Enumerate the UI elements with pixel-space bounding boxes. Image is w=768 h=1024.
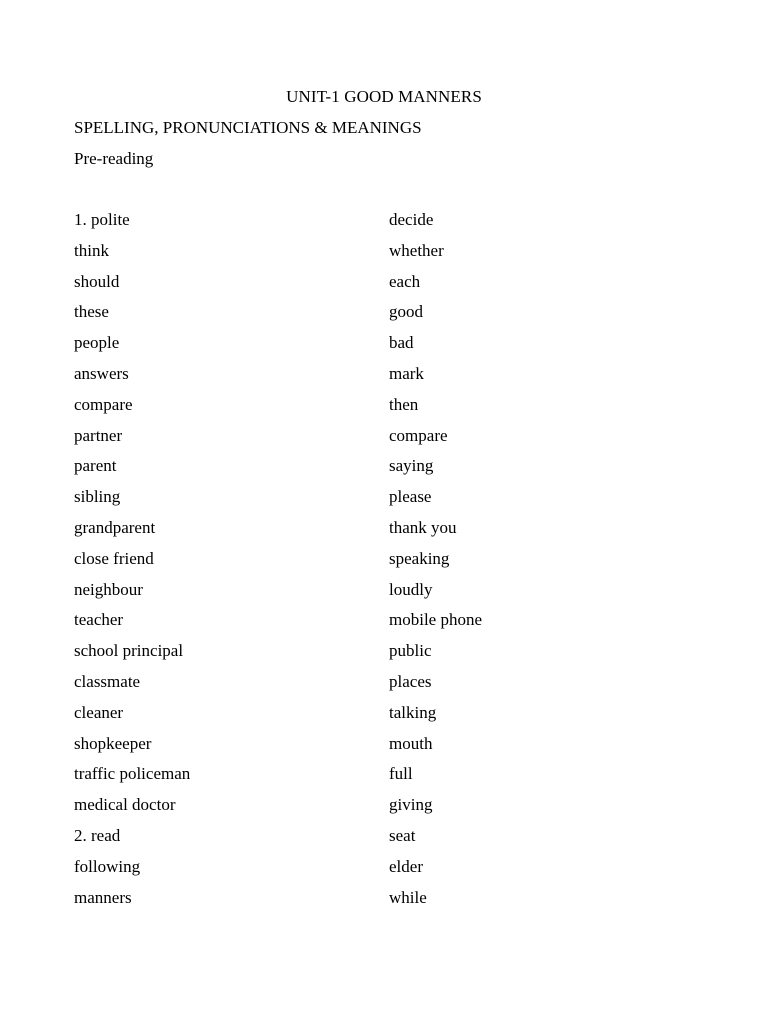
vocabulary-word-left: cleaner (74, 702, 124, 722)
vocabulary-word-right: good (389, 302, 423, 322)
vocabulary-word-left: parent (74, 456, 117, 476)
vocabulary-word-right: speaking (389, 548, 450, 568)
vocabulary-word-right: mobile phone (389, 610, 483, 630)
vocabulary-word-right: decide (389, 210, 434, 229)
vocabulary-word-right: seat (389, 825, 416, 845)
vocabulary-word-left: following (74, 856, 141, 876)
vocabulary-word-right: thank you (389, 517, 457, 537)
vocabulary-word-right: places (389, 671, 432, 691)
vocabulary-word-left: people (74, 333, 120, 353)
vocabulary-word-right: whether (389, 240, 444, 260)
vocabulary-word-right: compare (389, 425, 448, 445)
vocabulary-word-left: classmate (74, 671, 141, 691)
vocabulary-word-left: 1. polite (74, 210, 130, 229)
vocabulary-word-right: then (389, 394, 419, 414)
section-heading: SPELLING, PRONUNCIATIONS & MEANINGS (74, 118, 422, 137)
vocabulary-word-right: elder (389, 856, 423, 876)
vocabulary-word-left: teacher (74, 610, 124, 630)
document-title: UNIT-1 GOOD MANNERS (286, 87, 482, 106)
vocabulary-word-left: think (74, 240, 109, 260)
vocabulary-word-right: mark (389, 363, 424, 383)
vocabulary-word-right: please (389, 487, 432, 507)
vocabulary-word-right: bad (389, 333, 414, 353)
vocabulary-word-left: neighbour (74, 579, 143, 599)
vocabulary-word-right: talking (389, 702, 437, 722)
vocabulary-word-left: school principal (74, 641, 184, 661)
vocabulary-word-left: partner (74, 425, 123, 445)
vocabulary-word-left: medical doctor (74, 795, 176, 815)
vocabulary-word-left: close friend (74, 548, 154, 568)
vocabulary-word-right: while (389, 887, 427, 907)
vocabulary-word-left: grandparent (74, 517, 156, 537)
vocabulary-word-list (74, 209, 694, 917)
vocabulary-word-left: answers (74, 363, 129, 383)
vocabulary-word-left: traffic policeman (74, 764, 191, 784)
vocabulary-word-left: manners (74, 887, 132, 907)
vocabulary-word-left: should (74, 271, 120, 291)
vocabulary-word-right: full (389, 764, 413, 784)
vocabulary-word-left: 2. read (74, 825, 121, 845)
vocabulary-word-right: giving (389, 795, 433, 815)
vocabulary-word-right: mouth (389, 733, 433, 753)
vocabulary-word-right: each (389, 271, 421, 291)
vocabulary-word-left: compare (74, 394, 133, 414)
vocabulary-word-left: shopkeeper (74, 733, 152, 753)
vocabulary-word-left: these (74, 302, 109, 322)
vocabulary-word-right: public (389, 641, 432, 661)
vocabulary-word-right: loudly (389, 579, 433, 599)
vocabulary-word-left: sibling (74, 487, 121, 507)
vocabulary-word-right: saying (389, 456, 434, 476)
subheading: Pre-reading (74, 149, 154, 168)
